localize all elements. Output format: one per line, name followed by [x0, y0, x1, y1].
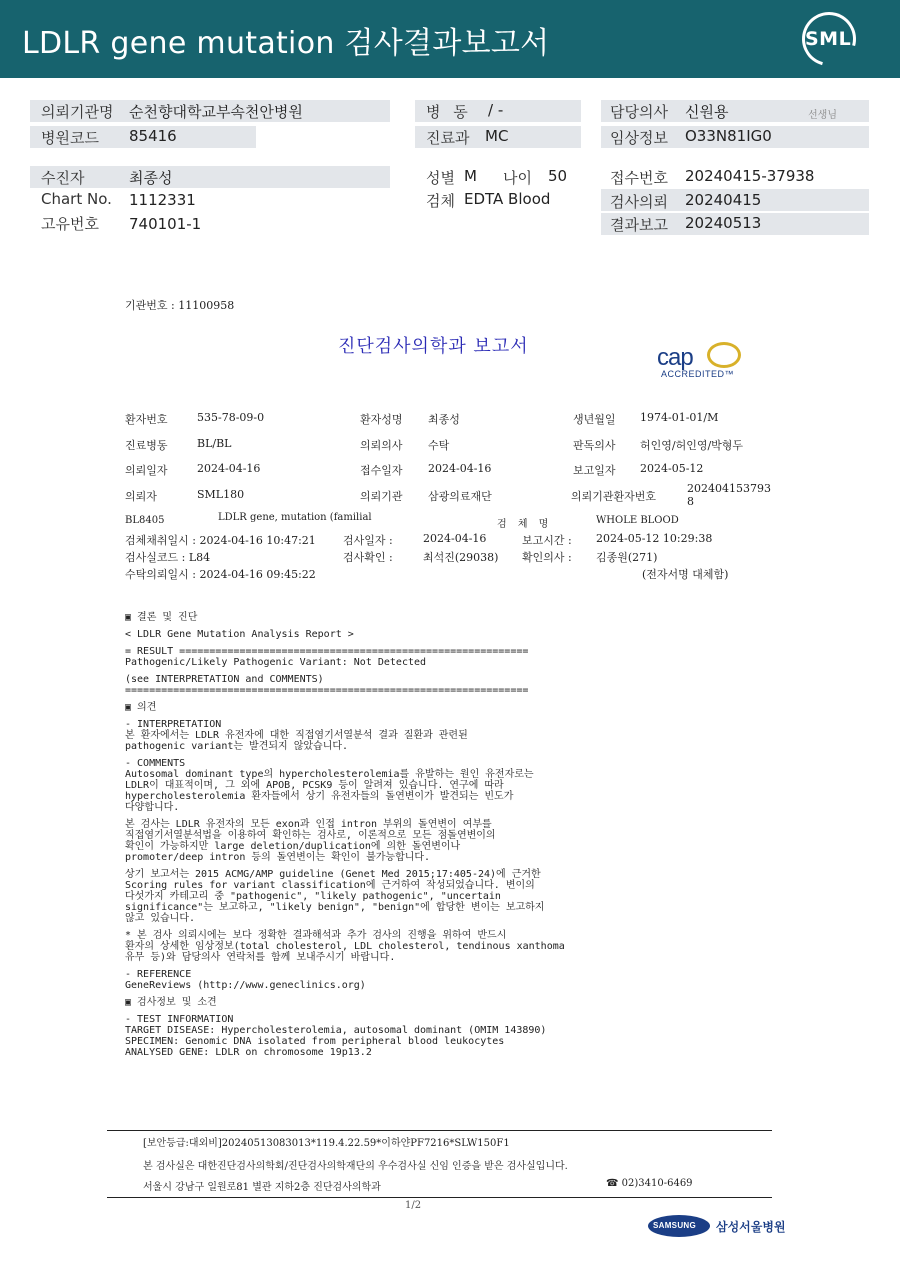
- test-code: BL8405: [125, 515, 165, 526]
- lab-address: 서울시 강남구 일원로81 별관 지하2층 진단검사의학과: [143, 1182, 381, 1193]
- age-label: 나이: [503, 169, 532, 187]
- code-label: 병원코드: [41, 129, 99, 147]
- report-body-line: ===================================================================: [125, 685, 529, 696]
- footer-divider-bottom: [107, 1197, 772, 1198]
- security-line: [보안등급:대외비]20240513083013*119.4.22.59*이하얀PF7216*SLW150F1: [143, 1138, 510, 1149]
- certification-note: 본 검사실은 대한진단검사의학회/진단검사의학재단의 우수검사실 신임 인증을 받은 검사실입니다.: [143, 1161, 568, 1172]
- grid-label: 환자성명: [360, 413, 403, 426]
- hospital-value: 순천향대학교부속천안병원: [129, 103, 303, 121]
- grid-label: 의뢰의사: [360, 439, 403, 452]
- report-body-line: 상기 보고서는 2015 ACMG/AMP guideline (Genet Med 2015;17:405-24)에 근거한: [125, 869, 541, 880]
- report-body-line: significance"는 보고하고, "likely benign", "benign"에 합당한 변이는 보고하지: [125, 902, 545, 913]
- report-body-line: = RESULT ==========================================================: [125, 646, 529, 657]
- receipt-value: 20240415-37938: [685, 167, 815, 185]
- ward-value: / -: [488, 101, 504, 119]
- report-body-line: 본 환자에서는 LDLR 유전자에 대한 직접염기서열분석 결과 질환과 관련된: [125, 730, 468, 741]
- report-body-line: 다양합니다.: [125, 802, 180, 813]
- grid-value: 수탁: [428, 439, 450, 452]
- report-body-line: ANALYSED GENE: LDLR on chromosome 19p13.2: [125, 1047, 372, 1058]
- report-body-line: 직접염기서열분석법을 이용하여 확인하는 검사로, 이론적으로 모든 점돌연변이의: [125, 830, 496, 841]
- specimen-name-label: 검 체 명: [497, 519, 553, 530]
- report-body-line: - COMMENTS: [125, 758, 186, 769]
- specimen-label: 검체: [426, 192, 455, 210]
- grid-value: 2024-04-16: [197, 462, 261, 475]
- grid-value: 535-78-09-0: [197, 411, 265, 424]
- grid-label: 의뢰기관환자번호: [571, 490, 657, 503]
- grid-label: 진료병동: [125, 439, 168, 452]
- report-time-label: 보고시간 :: [522, 534, 572, 547]
- lab-phone: ☎ 02)3410-6469: [606, 1178, 693, 1189]
- req-date-label: 검사의뢰: [610, 193, 668, 211]
- report-body-line: ▣ 결론 및 진단: [125, 612, 198, 623]
- grid-value: 2024-04-16: [428, 462, 492, 475]
- cap-accredited-logo: cap ACCREDITED™: [655, 342, 747, 382]
- grid-value: SML180: [197, 488, 245, 501]
- report-body-line: 다섯가지 카테고리 중 "pathogenic", "likely pathogenic", "uncertain: [125, 891, 501, 902]
- age-value: 50: [548, 167, 568, 185]
- grid-value: 2024-05-12: [640, 462, 704, 475]
- grid-label: 보고일자: [573, 464, 616, 477]
- test-date-label: 검사일자 :: [343, 534, 393, 547]
- grid-label: 접수일자: [360, 464, 403, 477]
- report-body-line: - REFERENCE: [125, 969, 192, 980]
- report-body-line: 확인이 가능하지만 large deletion/duplication에 의한 돌연변이나: [125, 841, 461, 852]
- grid-label: 의뢰일자: [125, 464, 168, 477]
- specimen-name: WHOLE BLOOD: [596, 515, 679, 526]
- code-value: 85416: [129, 127, 177, 145]
- clinical-value: O33N81IG0: [685, 127, 772, 145]
- sex-value: M: [464, 167, 477, 185]
- confirm-doctor-label: 확인의사 :: [522, 551, 572, 564]
- report-title: 진단검사의학과 보고서: [338, 336, 529, 357]
- patient-value: 최종성: [129, 169, 173, 187]
- report-body-line: Pathogenic/Likely Pathogenic Variant: Not Detected: [125, 657, 427, 668]
- report-body-line: Scoring rules for variant classification에 근거하여 작성되었습니다. 변이의: [125, 880, 535, 891]
- grid-value: 최종성: [428, 413, 460, 426]
- grid-label: 환자번호: [125, 413, 168, 426]
- report-body-line: < LDLR Gene Mutation Analysis Report >: [125, 629, 354, 640]
- report-body-line: - INTERPRETATION: [125, 719, 222, 730]
- report-body-line: ▣ 검사정보 및 소견: [125, 997, 217, 1008]
- report-body-line: TARGET DISEASE: Hypercholesterolemia, autosomal dominant (OMIM 143890): [125, 1025, 547, 1036]
- receipt-label: 접수번호: [610, 169, 668, 187]
- sex-label: 성별: [426, 169, 455, 187]
- report-body-line: Autosomal dominant type의 hypercholesterolemia를 유발하는 원인 유전자로는: [125, 769, 534, 780]
- test-name: LDLR gene, mutation (familial: [218, 512, 372, 523]
- dept-value: MC: [485, 127, 509, 145]
- doctor-label: 담당의사: [610, 103, 668, 121]
- confirm-doctor: 김종원(271): [596, 551, 658, 564]
- chart-label: Chart No.: [41, 190, 112, 208]
- samsung-hospital-name: 삼성서울병원: [716, 1220, 786, 1234]
- clinical-label: 임상정보: [610, 129, 668, 147]
- uid-value: 740101-1: [129, 215, 202, 233]
- institution-number: 기관번호 : 11100958: [125, 299, 235, 312]
- report-body-line: ▣ 의견: [125, 702, 157, 713]
- hospital-label: 의뢰기관명: [41, 103, 114, 121]
- report-body-line: - TEST INFORMATION: [125, 1014, 234, 1025]
- grid-value: 허인영/허인영/박형두: [640, 439, 744, 452]
- patient-label: 수진자: [41, 169, 85, 187]
- lab-code: 검사실코드 : L84: [125, 551, 211, 564]
- report-time: 2024-05-12 10:29:38: [596, 532, 713, 545]
- page-title: LDLR gene mutation 검사결과보고서: [22, 26, 550, 61]
- dept-label: 진료과: [426, 129, 470, 147]
- grid-label: 생년월일: [573, 413, 616, 426]
- grid-value: 202404153793: [687, 482, 771, 495]
- report-body-line: promoter/deep intron 등의 돌연변이는 확인이 불가능합니다.: [125, 852, 431, 863]
- report-body-line: GeneReviews (http://www.geneclinics.org): [125, 980, 366, 991]
- ward-label: 병 동: [426, 103, 472, 121]
- report-body-line: pathogenic variant는 발견되지 않았습니다.: [125, 741, 349, 752]
- sml-logo: SML: [802, 12, 862, 66]
- chart-value: 1112331: [129, 191, 196, 209]
- test-confirm-label: 검사확인 :: [343, 551, 393, 564]
- grid-value: 1974-01-01/M: [640, 411, 719, 424]
- report-body-line: hypercholesterolemia 환자들에서 상기 유전자들의 돌연변이가 발견되는 빈도가: [125, 791, 514, 802]
- doctor-value: 신원용: [685, 103, 729, 121]
- uid-label: 고유번호: [41, 215, 99, 233]
- grid-value: 삼광의료재단: [428, 490, 492, 503]
- page-number: 1/2: [405, 1200, 422, 1211]
- doctor-suffix: 선생님: [808, 110, 837, 121]
- report-body-line: 본 검사는 LDLR 유전자의 모든 exon과 인접 intron 부위의 돌연변이 여부를: [125, 819, 492, 830]
- report-body-line: LDLR이 대표적이며, 그 외에 APOB, PCSK9 등이 알려져 있습니다. 연구에 따라: [125, 780, 504, 791]
- grid-extra: 8: [687, 495, 694, 508]
- req-date-value: 20240415: [685, 191, 762, 209]
- report-body-line: 유무 등)와 담당의사 연락처를 함께 보내주시기 바랍니다.: [125, 952, 396, 963]
- report-body-line: SPECIMEN: Genomic DNA isolated from peripheral blood leukocytes: [125, 1036, 505, 1047]
- specimen-value: EDTA Blood: [464, 190, 551, 208]
- test-confirm: 최석진(29038): [423, 551, 499, 564]
- report-body-line: (see INTERPRETATION and COMMENTS): [125, 674, 324, 685]
- report-body-line: * 본 검사 의뢰시에는 보다 정확한 결과해석과 추가 검사의 진행을 위하여 반드시: [125, 930, 507, 941]
- grid-label: 의뢰기관: [360, 490, 403, 503]
- grid-value: BL/BL: [197, 437, 232, 450]
- report-body-line: 환자의 상세한 임상정보(total cholesterol, LDL cholesterol, tendinous xanthoma: [125, 941, 565, 952]
- report-date-value: 20240513: [685, 214, 762, 232]
- cap-check-icon: [707, 342, 741, 368]
- e-signature-note: (전자서명 대체함): [642, 568, 729, 581]
- report-date-label: 결과보고: [610, 216, 668, 234]
- grid-label: 의뢰자: [125, 490, 157, 503]
- test-date: 2024-04-16: [423, 532, 487, 545]
- collection-time: 검체채취일시 : 2024-04-16 10:47:21: [125, 534, 316, 547]
- samsung-logo: SAMSUNG: [648, 1215, 710, 1237]
- footer-divider-top: [107, 1130, 772, 1131]
- grid-label: 판독의사: [573, 439, 616, 452]
- report-header: [0, 0, 900, 78]
- request-time: 수탁의뢰일시 : 2024-04-16 09:45:22: [125, 568, 316, 581]
- report-body-line: 않고 있습니다.: [125, 913, 196, 924]
